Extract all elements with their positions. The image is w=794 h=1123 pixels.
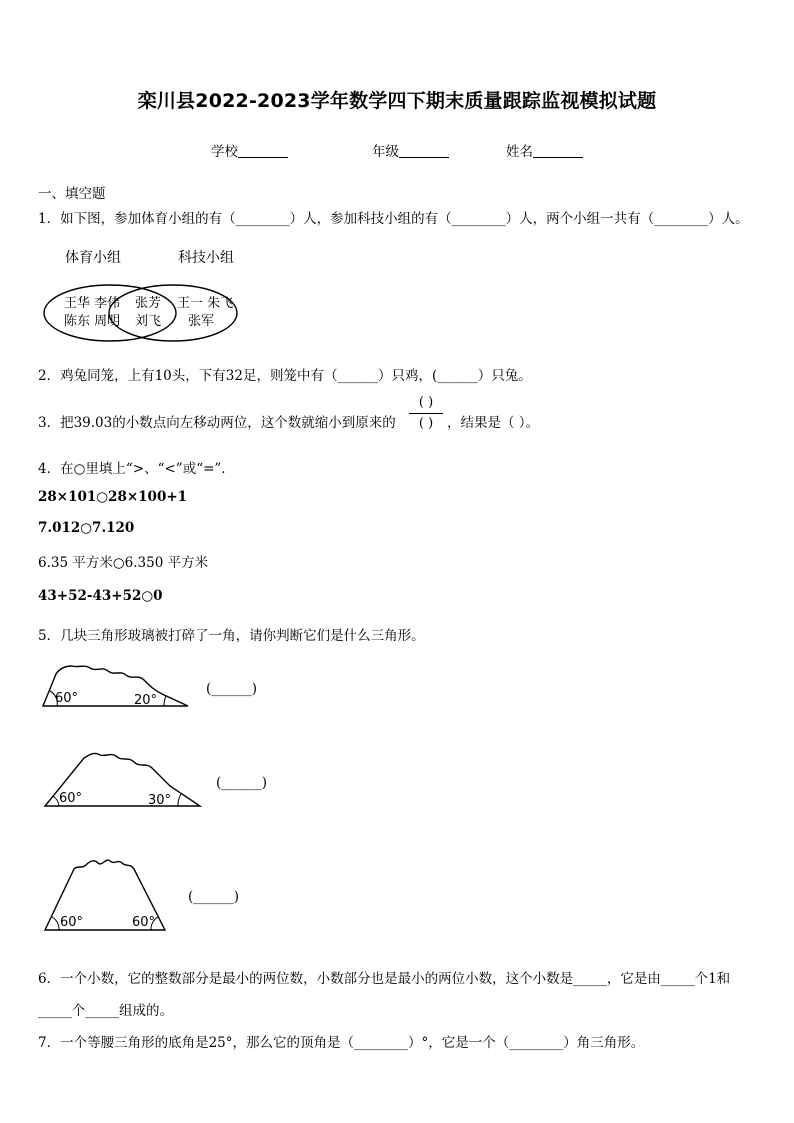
triangle-2-right-arc xyxy=(178,794,181,806)
question-6-line-2: _____个_____组成的。 xyxy=(38,1003,173,1019)
question-2: 2．鸡兔同笼，上有10头，下有32足，则笼中有（______）只鸡，(______）只兔。 xyxy=(38,368,532,384)
triangle-1-left-angle: 60° xyxy=(55,691,79,706)
question-7: 7．一个等腰三角形的底角是25°，那么它的顶角是（________）°，它是一个（________）角三角形。 xyxy=(38,1035,645,1051)
triangle-3-answer[interactable]: (______) xyxy=(188,889,240,905)
broken-triangle-1 xyxy=(38,660,198,712)
compare-line-1: 28×101○28×100+1 xyxy=(38,489,188,505)
venn-left-names-2: 陈东 周明 xyxy=(64,314,121,329)
compare-line-3: 6.35 平方米○6.350 平方米 xyxy=(38,555,209,571)
broken-triangle-2 xyxy=(38,750,208,812)
venn-right-ellipse xyxy=(109,285,237,341)
fraction-numerator[interactable]: ( ) xyxy=(418,395,434,410)
triangle-1-right-angle: 20° xyxy=(134,693,158,708)
triangle-3-left-angle: 60° xyxy=(60,915,84,930)
section-title: 一、填空题 xyxy=(38,186,106,202)
venn-both-names-2: 刘飞 xyxy=(135,314,162,329)
question-1: 1．如下图，参加体育小组的有（________）人，参加科技小组的有（________）人，两个小组一共有（________）人。 xyxy=(38,211,749,227)
venn-diagram xyxy=(38,240,248,345)
compare-line-4: 43+52-43+52○0 xyxy=(38,588,163,604)
school-label: 学校 xyxy=(211,144,238,160)
triangle-2-answer[interactable]: (______) xyxy=(216,775,268,791)
triangle-2-right-angle: 30° xyxy=(148,793,172,808)
venn-left-label: 体育小组 xyxy=(65,250,121,266)
venn-right-label: 科技小组 xyxy=(178,250,234,266)
compare-line-2: 7.012○7.120 xyxy=(38,520,135,536)
school-field xyxy=(211,140,288,160)
venn-right-names-1: 王一 朱飞 xyxy=(177,296,234,311)
venn-right-names-2: 张军 xyxy=(188,314,215,329)
question-4: 4．在○里填上“>、“<”或“=”. xyxy=(38,461,226,477)
name-blank[interactable] xyxy=(533,143,583,158)
name-label: 姓名 xyxy=(506,144,533,160)
grade-blank[interactable] xyxy=(399,143,449,158)
grade-field xyxy=(372,140,449,160)
page-title: 栾川县2022-2023学年数学四下期末质量跟踪监视模拟试题 xyxy=(137,90,657,112)
question-3-part1: 3．把39.03的小数点向左移动两位，这个数就缩小到原来的 xyxy=(38,415,396,431)
name-field xyxy=(506,140,583,160)
venn-left-names-1: 王华 李伟 xyxy=(64,296,121,311)
fraction xyxy=(409,395,443,432)
triangle-1-right-arc xyxy=(164,696,166,706)
grade-label: 年级 xyxy=(372,144,399,160)
question-3-part2: ，结果是（ ）。 xyxy=(447,415,540,431)
fraction-denominator[interactable]: ( ) xyxy=(418,416,434,431)
venn-both-names-1: 张芳 xyxy=(135,296,162,311)
school-blank[interactable] xyxy=(238,143,288,158)
question-5: 5．几块三角形玻璃被打碎了一角，请你判断它们是什么三角形。 xyxy=(38,628,425,644)
triangle-3-left-arc xyxy=(52,917,59,930)
triangle-3-right-angle: 60° xyxy=(132,915,156,930)
venn-left-ellipse xyxy=(44,285,176,341)
fraction-bar xyxy=(409,413,443,414)
broken-triangle-3 xyxy=(38,855,173,935)
triangle-1-answer[interactable]: (______) xyxy=(206,681,258,697)
question-6-line-1: 6．一个小数，它的整数部分是最小的两位数，小数部分也是最小的两位小数，这个小数是_____，它是由_____个1和 xyxy=(38,971,731,987)
triangle-2-left-angle: 60° xyxy=(59,791,83,806)
